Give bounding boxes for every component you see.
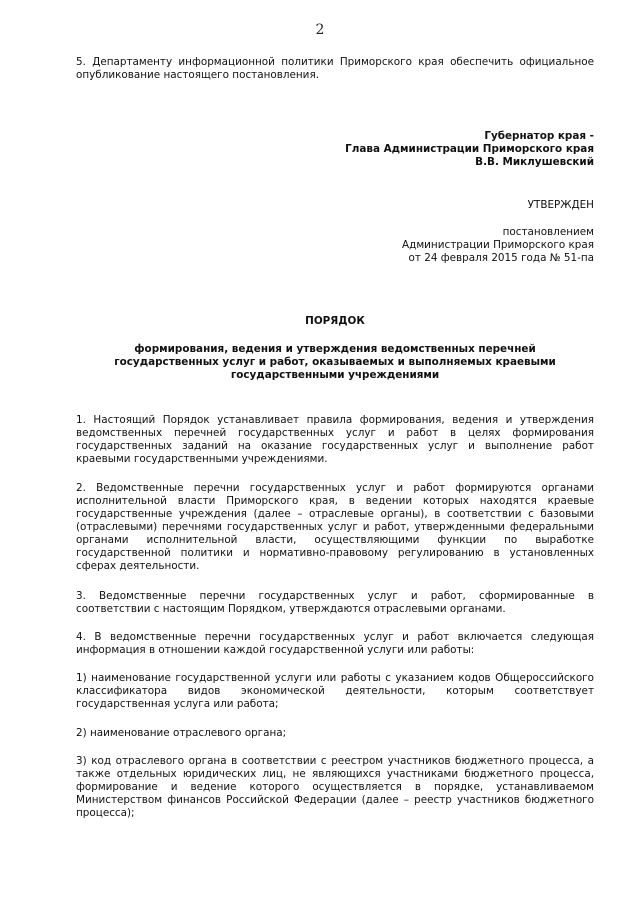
paragraph-3: [76, 590, 594, 616]
text-line: 2) наименование отраслевого органа;: [76, 727, 287, 739]
paragraph-1: [76, 414, 594, 466]
approved-line: Администрации Приморского края: [402, 239, 594, 251]
text-line: 1. Настоящий Порядок устанавливает правила формирования, ведения и утверждения: [76, 414, 594, 426]
text-line: 3. Ведомственные перечни государственных услуг и работ, сформированные в: [76, 590, 594, 602]
text-line: сферах деятельности.: [76, 560, 200, 572]
signature-block: [345, 130, 594, 169]
document-title: ПОРЯДОК: [305, 315, 365, 327]
text-line: государственных заданий на оказание государственных услуг и выполнение работ: [76, 440, 594, 452]
text-line: краевыми государственными учреждениями.: [76, 453, 328, 465]
text-line: 5. Департаменту информационной политики Приморского края обеспечить официальное: [76, 56, 594, 68]
text-line: информация в отношении каждой государственной услуги или работы:: [76, 644, 475, 656]
approved-line: постановлением: [502, 226, 594, 238]
subitem-2: [76, 727, 594, 740]
text-line: 2. Ведомственные перечни государственных услуг и работ формируются органами: [76, 482, 594, 494]
text-line: также отдельных юридических лиц, не являющихся участниками бюджетного процесса,: [76, 768, 594, 780]
text-line: ведомственных перечней государственных услуг и работ в целях формирования: [76, 427, 594, 439]
subtitle-line: формирования, ведения и утверждения ведомственных перечней: [134, 343, 536, 355]
text-line: 3) код отраслевого органа в соответствии с реестром участников бюджетного процесса, а: [76, 755, 594, 767]
text-line: государственная услуга или работа;: [76, 698, 279, 710]
paragraph-2: [76, 482, 594, 573]
text-line: государственной политики и нормативно-правовому регулированию в установленных: [76, 547, 594, 559]
subitem-1: [76, 672, 594, 711]
text-line: (отраслевыми) перечнями государственных услуг и работ, утвержденными федеральными: [76, 521, 594, 533]
text-line: классификатора видов экономической деятельности, которым соответствует: [76, 685, 594, 697]
signature-line: В.В. Миклушевский: [475, 156, 594, 168]
paragraph-4: [76, 631, 594, 657]
text-line: соответствии с настоящим Порядком, утверждаются отраслевыми органами.: [76, 603, 506, 615]
text-line: опубликование настоящего постановления.: [76, 69, 319, 81]
subtitle-line: государственных услуг и работ, оказываемых и выполняемых краевыми: [114, 356, 556, 368]
text-line: 1) наименование государственной услуги или работы с указанием кодов Общероссийского: [76, 672, 594, 684]
item-5-paragraph: [76, 56, 594, 82]
approved-line: от 24 февраля 2015 года № 51-па: [408, 252, 594, 264]
subtitle-line: государственными учреждениями: [230, 369, 440, 381]
text-line: исполнительной власти Приморского края, в ведении которых находятся краевые: [76, 495, 594, 507]
document-subtitle: [76, 343, 594, 382]
text-line: процесса);: [76, 807, 135, 819]
text-line: государственные учреждения (далее – отраслевые органы), в соответствии с базовыми: [76, 508, 594, 520]
text-line: формирование и ведение которого осуществляется в порядке, устанавливаемом: [76, 781, 594, 793]
text-line: органами исполнительной власти, осуществляющими функции по выработке: [76, 534, 594, 546]
text-line: 4. В ведомственные перечни государственных услуг и работ включается следующая: [76, 631, 594, 643]
subitem-3: [76, 755, 594, 820]
approved-label: УТВЕРЖДЕН: [527, 199, 594, 211]
page-number: 2: [315, 22, 325, 38]
signature-line: Глава Администрации Приморского края: [345, 143, 594, 155]
signature-line: Губернатор края -: [484, 130, 594, 142]
approved-details: [402, 226, 594, 265]
text-line: Министерством финансов Российской Федерации (далее – реестр участников бюджетного: [76, 794, 594, 806]
